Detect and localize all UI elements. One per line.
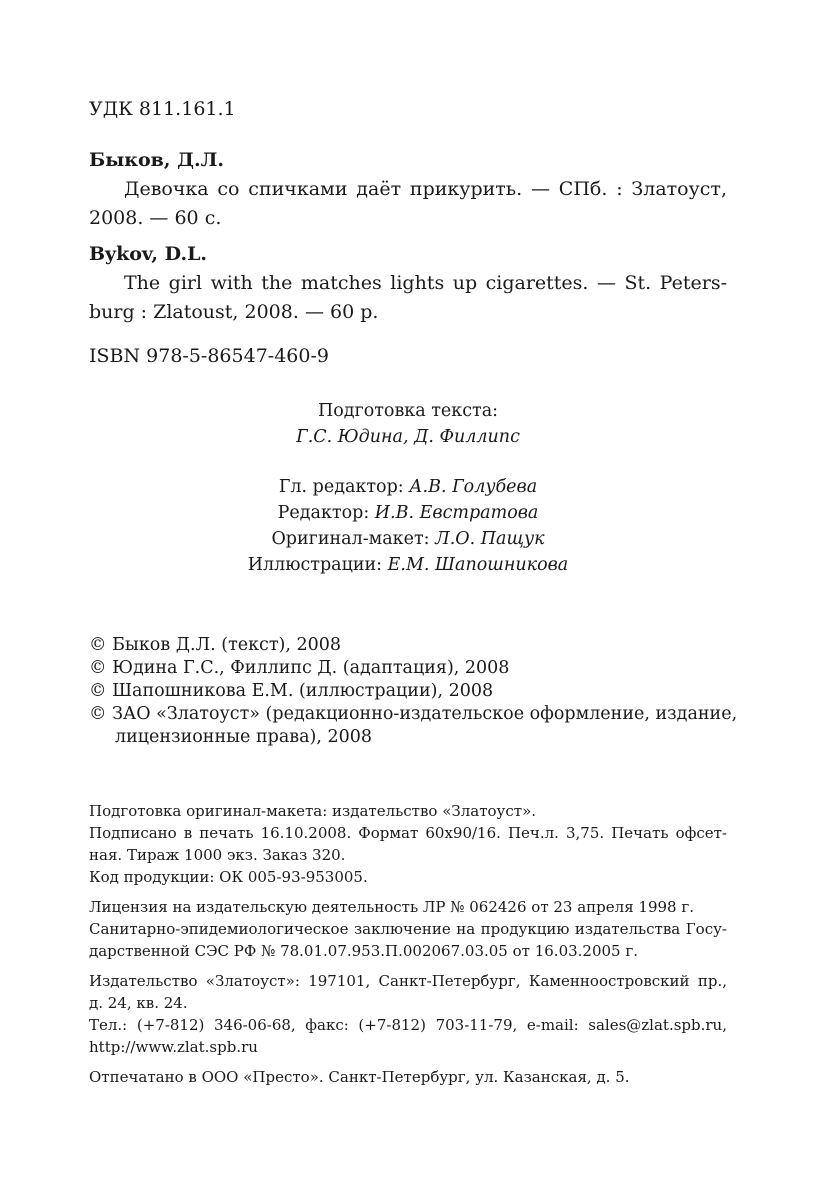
title-en-line1: The girl with the matches lights up cigarettes. — St. Peters-	[124, 272, 727, 294]
imprint-line: Подготовка оригинал-макета: издательство «Златоуст».	[89, 802, 537, 820]
credit-illustrations	[89, 552, 727, 578]
catalog-entry-en	[89, 240, 727, 327]
layout-label: Оригинал-макет:	[271, 529, 430, 549]
credit-layout	[89, 526, 727, 552]
editor-name: И.В. Евстратова	[374, 503, 539, 523]
imprint-line: Санитарно-эпидемиологическое заключение на продукцию издательства Госу-	[89, 920, 727, 938]
website-link[interactable]: http://www.zlat.spb.ru	[89, 1038, 258, 1056]
spacer	[89, 962, 727, 970]
imprint-line: Издательство «Златоуст»: 197101, Санкт-Петербург, Каменноостровский пр.,	[89, 972, 727, 990]
title-en-line2: burg : Zlatoust, 2008. — 60 p.	[89, 301, 379, 323]
chief-editor-name: А.В. Голубева	[409, 477, 538, 497]
illustrations-name: Е.М. Шапошникова	[387, 555, 569, 575]
author-ru: Быков, Д.Л.	[89, 149, 225, 171]
imprint-line: дарственной СЭС РФ № 78.01.07.953.П.002067.03.05 от 16.03.2005 г.	[89, 942, 638, 960]
catalog-entry-ru	[89, 146, 727, 233]
text-preparation	[89, 398, 727, 450]
imprint-line: Отпечатано в ООО «Престо». Санкт-Петербург, ул. Казанская, д. 5.	[89, 1068, 630, 1086]
imprint-line: д. 24, кв. 24.	[89, 994, 188, 1012]
editor-label: Редактор:	[277, 503, 370, 523]
copyright-line: © ЗАО «Златоуст» (редакционно-издательское оформление, издание,	[89, 704, 738, 724]
imprint-line: Подписано в печать 16.10.2008. Формат 60x90/16. Печ.л. 3,75. Печать офсет-	[89, 824, 727, 842]
imprint-line: Лицензия на издательскую деятельность ЛР № 062426 от 23 апреля 1998 г.	[89, 898, 694, 916]
title-ru-line1: Девочка со спичками даёт прикурить. — СПб. : Златоуст,	[124, 178, 727, 200]
imprint-line: ная. Тираж 1000 экз. Заказ 320.	[89, 846, 346, 864]
title-ru-line2: 2008. — 60 с.	[89, 207, 222, 229]
layout-name: Л.О. Пащук	[435, 529, 545, 549]
imprint-line: Тел.: (+7-812) 346-06-68, факс: (+7-812) 703-11-79, e-mail: sales@zlat.spb.ru,	[89, 1016, 727, 1034]
isbn: ISBN 978-5-86547-460-9	[89, 345, 329, 367]
editorial-credits	[89, 474, 727, 578]
prep-names: Г.С. Юдина, Д. Филлипс	[296, 427, 520, 447]
imprint-line: Код продукции: ОК 005-93-953005.	[89, 868, 368, 886]
credit-editor	[89, 500, 727, 526]
spacer	[89, 888, 727, 896]
chief-editor-label: Гл. редактор:	[278, 477, 404, 497]
copyright-block	[89, 634, 738, 749]
copyright-line: © Быков Д.Л. (текст), 2008	[89, 635, 342, 655]
copyright-line: © Юдина Г.С., Филлипс Д. (адаптация), 2008	[89, 658, 510, 678]
illustrations-label: Иллюстрации:	[247, 555, 383, 575]
udk-code: УДК 811.161.1	[89, 98, 236, 120]
prep-label: Подготовка текста:	[317, 401, 499, 421]
author-en: Bykov, D.L.	[89, 243, 208, 265]
credit-chief-editor	[89, 474, 727, 500]
imprint-block	[89, 800, 727, 1088]
copyright-line: © Шапошникова Е.М. (иллюстрации), 2008	[89, 681, 494, 701]
spacer	[89, 1058, 727, 1066]
copyright-line: лицензионные права), 2008	[115, 727, 373, 747]
